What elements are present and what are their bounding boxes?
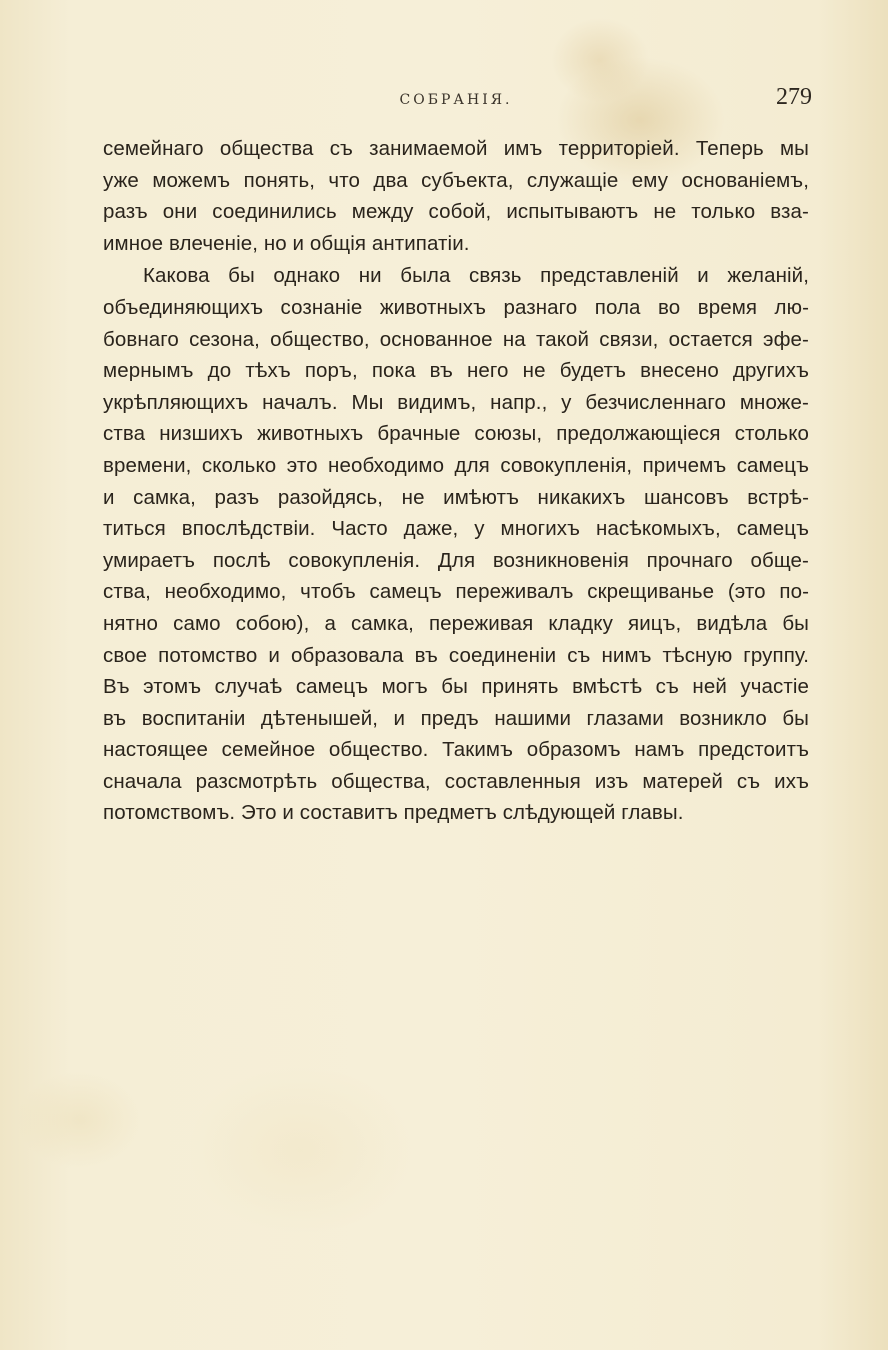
text-line: свое потомство и образовала въ соединеніи съ нимъ тѣсную группу. <box>103 643 809 667</box>
text-line: Въ этомъ случаѣ самецъ могъ бы принять вмѣстѣ съ ней участіе <box>103 675 809 699</box>
text-line: ства, необходимо, чтобъ самецъ переживалъ скрещиванье (это по- <box>103 580 809 604</box>
page-number: 279 <box>776 84 812 110</box>
text-line: нятно само собою), а самка, переживая кладку яицъ, видѣла бы <box>103 611 809 635</box>
text-line: въ воспитаніи дѣтенышей, и предъ нашими глазами возникло бы <box>103 706 809 730</box>
text-line: разъ они соединились между собой, испытываютъ не только вза- <box>103 200 809 224</box>
text-line: укрѣпляющихъ началъ. Мы видимъ, напр., у безчисленнаго множе- <box>103 390 809 414</box>
text-line: ства низшихъ животныхъ брачные союзы, предолжающіеся столько <box>103 422 809 446</box>
text-line: и самка, разъ разойдясь, не имѣютъ никакихъ шансовъ встрѣ- <box>103 485 809 509</box>
text-line: титься впослѣдствіи. Часто даже, у многихъ насѣкомыхъ, самецъ <box>103 517 809 541</box>
running-head: СОБРАНІЯ. <box>399 92 513 108</box>
text-line: мернымъ до тѣхъ поръ, пока въ него не будетъ внесено другихъ <box>103 359 809 383</box>
body-text <box>103 133 809 829</box>
page-header <box>100 84 812 114</box>
text-line: умираетъ послѣ совокупленія. Для возникновенія прочнаго обще- <box>103 548 809 572</box>
text-line: времени, сколько это необходимо для совокупленія, причемъ самецъ <box>103 453 809 477</box>
text-line: имное влеченіе, но и общія антипатіи. <box>103 231 470 255</box>
text-line: семейнаго общества съ занимаемой имъ территоріей. Теперь мы <box>103 137 809 160</box>
text-line: объединяющихъ сознаніе животныхъ разнаго пола во время лю- <box>103 295 809 319</box>
text-line: настоящее семейное общество. Такимъ образомъ намъ предстоитъ <box>103 738 809 762</box>
text-line: уже можемъ понять, что два субъекта, служащіе ему основаніемъ, <box>103 168 809 192</box>
paragraph-2 <box>103 260 809 829</box>
paragraph-1 <box>103 133 809 259</box>
text-line: потомствомъ. Это и составитъ предметъ слѣдующей главы. <box>103 801 684 825</box>
text-line: бовнаго сезона, общество, основанное на такой связи, остается эфе- <box>103 327 809 351</box>
text-line: сначала разсмотрѣть общества, составленныя изъ матерей съ ихъ <box>103 769 809 793</box>
text-line: Какова бы однако ни была связь представленій и желаній, <box>143 264 809 288</box>
